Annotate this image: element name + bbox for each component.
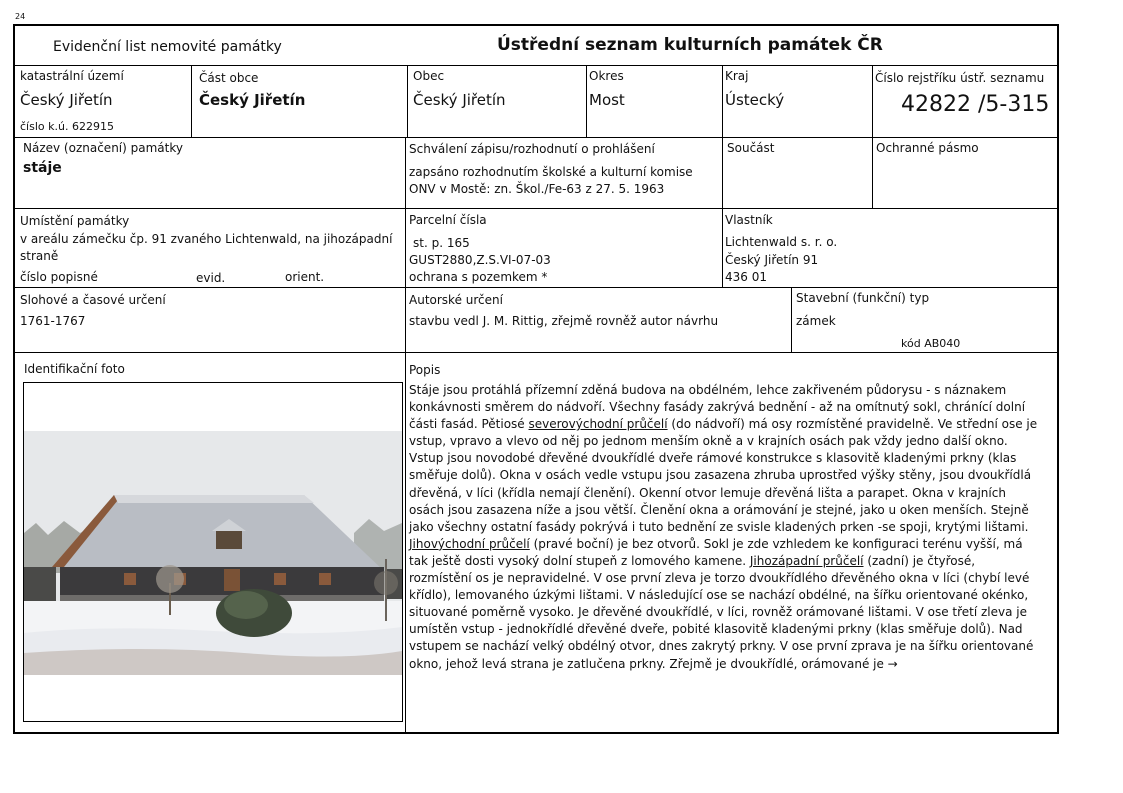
popis-underlined-3: Jihozápadní průčelí [749,553,864,568]
umisteni-value: v areálu zámečku čp. 91 zvaného Lichtenwald, na jihozápadní straně [20,232,393,263]
okres-label: Okres [589,69,624,83]
orient-label: orient. [285,270,325,284]
divider [15,65,1059,66]
parcelni-line2: GUST2880,Z.S.VI-07-03 [409,253,551,267]
popis-part-2: (do nádvoří) má osy rozmístěné pravidelně. Ve střední ose je vstup, vpravo a vlevo od něj po jednom menším okně a v krajních osách pak vždy jedno další okno. Vstup jsou novodobé dřevěné dvoukřídlé dveře rámové konstrukce s klasovitě kladenými prkny (klas směřuje dolů). Okna v osách vedle vstupu jsou zasazena zhruba uprostřed výšky stěny, jsou dvoukřídlá dřevěná, v líci (křídla nemají členění). Okenní otvor lemuje dřevěná lišta a parapet. Okna v krajních osách jsou zasazena níže a jsou větší. Členění okna a orámování je stejné, jako u oken menších. Stejně jako všechny ostatní fasády pokrývá i tuto bednění ze svisle kladených prken -se spoji, krytými lištami. [409,417,1038,534]
evid-label: evid. [196,271,226,285]
rejstrik-value: 42822 /5-315 [901,92,1050,117]
schvaleni-line2: ONV v Mostě: zn. Škol./Fe-63 z 27. 5. 1963 [409,182,665,196]
divider [791,287,792,352]
nazev-value: stáje [23,160,62,176]
popis-part-1: Stáje jsou protáhlá přízemní zděná budova na obdélném, lehce zakřiveném půdorysu - s náznakem konkávnosti směrem do nádvoří. Všechny fasády zakrývá bednění - až na omítnutý sokl, chránící dolní části fasád. Pětiosé [409,383,1026,432]
soucast-label: Součást [727,141,775,155]
divider [407,65,408,137]
cislo-ku-text: číslo k.ú. [20,120,69,133]
divider [872,65,873,137]
divider [722,65,723,137]
foto-label: Identifikační foto [24,362,125,376]
kod-text: kód [901,337,921,350]
parcelni-line1: st. p. 165 [413,236,470,250]
cislo-ku-label [20,120,114,134]
popis-underlined-1: severovýchodní průčelí [528,417,668,432]
divider [15,137,1059,138]
cast-obce-value: Český Jiřetín [199,91,306,109]
vlastnik-label: Vlastník [725,213,773,227]
parcelni-label: Parcelní čísla [409,213,487,227]
schvaleni-line1: zapsáno rozhodnutím školské a kulturní komise [409,165,693,179]
nazev-label: Název (označení) památky [23,141,183,155]
obec-value: Český Jiřetín [413,91,506,109]
popis-part-3: (pravé boční) je bez otvorů. Sokl je zde vzhledem ke konfiguraci terénu vyšší, má tak ještě dosti vysoký dolní stupeň z lomového kamene. [409,536,1023,568]
divider [15,208,1059,209]
identification-photo [23,382,403,722]
divider [15,352,1059,353]
divider [405,208,406,287]
schvaleni-label: Schválení zápisu/rozhodnutí o prohlášení [409,142,655,156]
autorske-label: Autorské určení [409,293,503,307]
divider [722,137,723,208]
divider [15,287,1059,288]
divider [191,65,192,137]
obec-label: Obec [413,69,445,83]
kraj-value: Ústecký [725,91,785,109]
divider [586,65,587,137]
divider [722,208,723,287]
typ-value: zámek [796,314,836,328]
vlastnik-line2: Český Jiřetín 91 [725,253,819,267]
autorske-value: stavbu vedl J. M. Rittig, zřejmě rovněž autor návrhu [409,314,719,328]
rejstrik-label: Číslo rejstříku ústř. seznamu [875,71,1045,85]
cislo-ku-value: 622915 [71,120,114,133]
parcelni-line3: ochrana s pozemkem * [409,270,548,284]
divider [405,352,406,734]
popis-text [409,382,1041,673]
cislo-popisne-label: číslo popisné [20,270,98,284]
slohove-value: 1761-1767 [20,314,86,328]
divider [872,137,873,208]
stable-photo-image [24,383,402,721]
popis-label: Popis [409,363,441,377]
page-title: Ústřední seznam kulturních památek ČR [497,35,883,55]
slohove-label: Slohové a časové určení [20,293,166,307]
cast-obce-label: Část obce [199,71,259,85]
kat-uzemi-label: katastrální území [20,69,124,83]
vlastnik-line1: Lichtenwald s. r. o. [725,235,838,249]
divider [405,137,406,208]
divider [405,287,406,352]
popis-underlined-2: Jihovýchodní průčelí [409,536,530,551]
page-number: 24 [15,12,26,21]
popis-part-4: (zadní) je čtyřosé, rozmístění os je nepravidelné. V ose první zleva je torzo dvoukřídlého dřevěného okna v líci (chybí levé křídlo), lemovaného úzkými lištami. V následující ose se nachází obdélné, na šířku orientované okénko, situované poměrně vysoko. Je dřevěné dvoukřídlé, v líci, rovněž orámované lištami. V ose třetí zleva je umístěn vstup - jednokřídlé dřevěné dveře, pobité klasovitě kladenými prkny (klas směřuje dolů). Nad vstupem se nachází velký obdélný otvor, dnes zakrytý prkny. V ose první zprava je na šířku orientované okno, jehož levá strana je zatlučena prkny. Zřejmě je dvoukřídlé, orámované je → [409,553,1034,671]
umisteni-label: Umístění památky [20,214,130,228]
kod-label [901,337,960,351]
kraj-label: Kraj [725,69,749,83]
okres-value: Most [589,91,625,109]
pasmo-label: Ochranné pásmo [876,141,979,155]
vlastnik-line3: 436 01 [725,270,767,284]
kat-uzemi-value: Český Jiřetín [20,91,113,109]
typ-label: Stavební (funkční) typ [796,291,930,305]
evidence-sheet [13,24,1059,734]
kod-value: AB040 [924,337,961,350]
sheet-subtitle: Evidenční list nemovité památky [53,39,282,55]
